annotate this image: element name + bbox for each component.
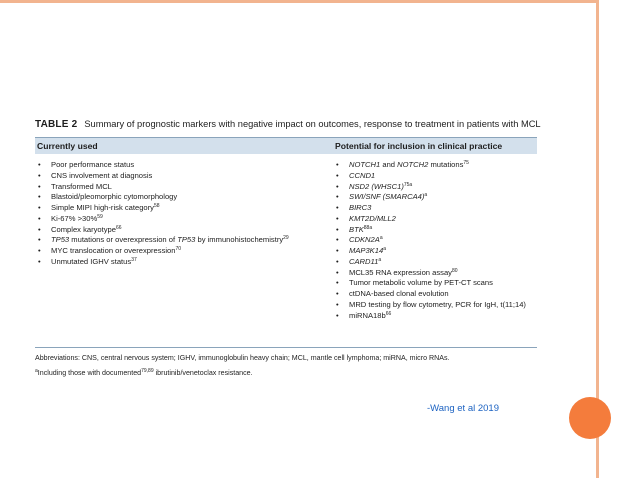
potential-inclusion-item bbox=[335, 311, 537, 322]
bullet-icon: • bbox=[38, 246, 41, 255]
potential-inclusion-list bbox=[335, 160, 537, 321]
currently-used-item bbox=[37, 160, 327, 171]
currently-used-item bbox=[37, 225, 327, 236]
text-run: CCND1 bbox=[349, 170, 376, 180]
text-run: TP53 bbox=[177, 235, 196, 245]
bullet-icon: • bbox=[38, 181, 41, 191]
text-run: Tumor metabolic volume by PET-CT scans bbox=[349, 278, 493, 288]
text-run: CARD11 bbox=[349, 256, 379, 266]
potential-inclusion-item bbox=[335, 278, 537, 289]
text-run: mutations bbox=[428, 160, 464, 169]
text-run: Blastoid/pleomorphic cytomorphology bbox=[51, 192, 178, 202]
text-run: MYC translocation or overexpression bbox=[51, 246, 176, 255]
reference-superscript: 88a bbox=[363, 224, 373, 231]
currently-used-item bbox=[37, 182, 327, 193]
text-run: Poor performance status bbox=[51, 160, 135, 169]
text-run: mutations or overexpression of bbox=[69, 235, 178, 245]
potential-inclusion-item bbox=[335, 246, 537, 257]
column-header-currently-used: Currently used bbox=[37, 141, 98, 151]
bullet-icon: • bbox=[336, 256, 339, 266]
bullet-icon: • bbox=[336, 224, 339, 234]
decorative-circle bbox=[569, 397, 611, 439]
bullet-icon: • bbox=[38, 235, 41, 245]
potential-inclusion-item bbox=[335, 192, 537, 203]
potential-inclusion-item bbox=[335, 160, 537, 171]
text-run: TP53 bbox=[51, 235, 70, 245]
currently-used-item bbox=[37, 257, 327, 268]
potential-inclusion-item bbox=[335, 203, 537, 214]
reference-superscript: 37 bbox=[131, 256, 137, 263]
currently-used-item bbox=[37, 246, 327, 257]
potential-inclusion-item bbox=[335, 171, 537, 182]
bullet-icon: • bbox=[336, 267, 339, 277]
reference-superscript: a bbox=[383, 246, 386, 252]
bullet-icon: • bbox=[38, 170, 41, 180]
table-title: Summary of prognostic markers with negative impact on outcomes, response to treatment in patients with MCL bbox=[84, 119, 541, 129]
bullet-icon: • bbox=[336, 235, 339, 245]
text-run: MRD testing by flow cytometry, PCR for IgH, t(11;14) bbox=[349, 299, 526, 309]
bullet-icon: • bbox=[336, 213, 339, 223]
text-run: CDKN2A bbox=[349, 235, 380, 245]
text-run: by immunohistochemistry bbox=[195, 235, 284, 245]
reference-superscript: 80 bbox=[451, 267, 458, 274]
table-caption bbox=[35, 118, 541, 131]
text-run: Simple MIPI high-risk category bbox=[51, 203, 154, 212]
bullet-icon: • bbox=[336, 278, 339, 288]
text-run: Ki-67% >30% bbox=[51, 213, 98, 223]
currently-used-list bbox=[37, 160, 327, 268]
bullet-icon: • bbox=[336, 310, 339, 320]
reference-superscript: a bbox=[424, 192, 428, 199]
currently-used-item bbox=[37, 214, 327, 225]
text-run: ctDNA-based clonal evolution bbox=[349, 289, 449, 298]
text-run: BTK bbox=[349, 224, 364, 234]
bullet-icon: • bbox=[38, 203, 41, 212]
text-run: NOTCH2 bbox=[397, 160, 429, 169]
reference-superscript: a bbox=[35, 368, 38, 374]
bullet-icon: • bbox=[336, 203, 339, 212]
bullet-icon: • bbox=[38, 224, 41, 234]
potential-inclusion-item bbox=[335, 225, 537, 236]
footnote bbox=[35, 368, 537, 378]
table-body bbox=[35, 154, 537, 348]
table-label: TABLE 2 bbox=[35, 119, 78, 130]
column-header-potential-inclusion: Potential for inclusion in clinical practice bbox=[335, 141, 503, 151]
potential-inclusion-item bbox=[335, 235, 537, 246]
bullet-icon: • bbox=[336, 299, 339, 309]
text-run: ibrutinib/venetoclax resistance. bbox=[153, 369, 253, 377]
text-run: and bbox=[380, 160, 398, 169]
text-run: MAP3K14 bbox=[349, 246, 384, 255]
text-run: CNS involvement at diagnosis bbox=[51, 170, 153, 180]
bullet-icon: • bbox=[336, 160, 339, 169]
reference-superscript: 59 bbox=[97, 213, 103, 220]
text-run: SWI/SNF (SMARCA4) bbox=[349, 192, 425, 202]
accent-rule-horizontal bbox=[0, 0, 596, 3]
reference-superscript: a bbox=[379, 235, 383, 242]
potential-inclusion-item bbox=[335, 268, 537, 279]
reference-superscript: 29 bbox=[283, 235, 289, 242]
text-run: Complex karyotype bbox=[51, 224, 116, 234]
currently-used-item bbox=[37, 192, 327, 203]
text-run: NSD2 (WHSC1) bbox=[349, 181, 404, 191]
bullet-icon: • bbox=[336, 181, 339, 191]
bullet-icon: • bbox=[336, 192, 339, 202]
potential-inclusion-item bbox=[335, 300, 537, 311]
reference-superscript: 79,89 bbox=[141, 368, 154, 374]
bullet-icon: • bbox=[38, 256, 41, 266]
reference-superscript: 66 bbox=[385, 310, 392, 317]
abbreviations-note: Abbreviations: CNS, central nervous system; IGHV, immunoglobulin heavy chain; MCL, mantle cell lymphoma; miRNA, micro RNAs. bbox=[35, 354, 450, 362]
currently-used-item bbox=[37, 203, 327, 214]
text-run: Unmutated IGHV status bbox=[51, 256, 132, 266]
currently-used-item bbox=[37, 235, 327, 246]
potential-inclusion-item bbox=[335, 214, 537, 225]
prognostic-markers-table bbox=[35, 118, 541, 378]
citation-text: -Wang et al 2019 bbox=[427, 403, 499, 414]
reference-superscript: 66 bbox=[116, 224, 122, 231]
bullet-icon: • bbox=[336, 170, 339, 180]
text-run: NOTCH1 bbox=[349, 160, 381, 169]
reference-superscript: 58 bbox=[153, 203, 160, 209]
text-run: miRNA18b bbox=[349, 310, 386, 320]
currently-used-item bbox=[37, 171, 327, 182]
text-run: Including those with documented bbox=[37, 369, 142, 377]
bullet-icon: • bbox=[336, 246, 339, 255]
text-run: BIRC3 bbox=[349, 203, 372, 212]
bullet-icon: • bbox=[38, 160, 41, 169]
reference-superscript: a bbox=[378, 256, 382, 263]
reference-superscript: 70 bbox=[175, 246, 182, 252]
table-header-row bbox=[35, 137, 537, 154]
potential-inclusion-item bbox=[335, 257, 537, 268]
potential-inclusion-item bbox=[335, 182, 537, 193]
bullet-icon: • bbox=[336, 289, 339, 298]
text-run: Transformed MCL bbox=[51, 181, 112, 191]
bullet-icon: • bbox=[38, 213, 41, 223]
text-run: MCL35 RNA expression assay bbox=[349, 267, 452, 277]
text-run: KMT2D/MLL2 bbox=[349, 213, 396, 223]
reference-superscript: 75 bbox=[463, 160, 469, 166]
potential-inclusion-item bbox=[335, 289, 537, 300]
reference-superscript: 75a bbox=[403, 181, 413, 188]
bullet-icon: • bbox=[38, 192, 41, 202]
